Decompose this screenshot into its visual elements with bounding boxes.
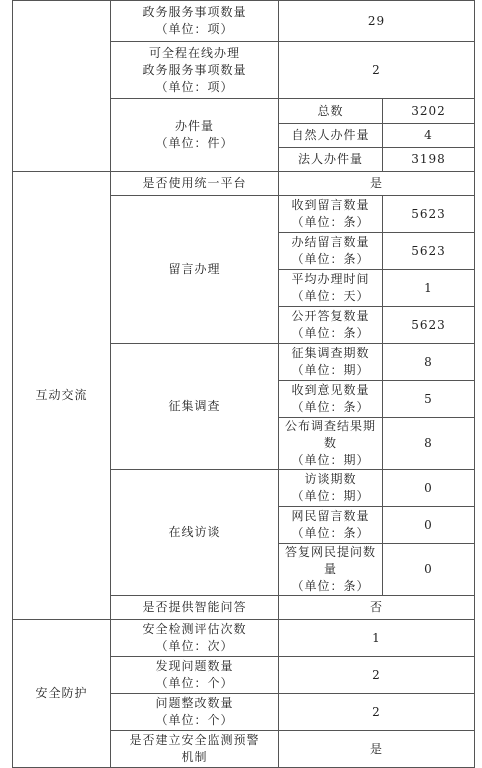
unit-text: （单位：期） [291,489,370,503]
service-count-value: 29 [279,1,475,42]
label-text: 办件量 [174,119,214,133]
table-row [13,1,475,42]
unit-text: （单位：项） [155,22,234,36]
message-public-label [279,307,383,344]
label-text: 答复网民提问数量 [284,545,376,576]
unit-text: （单位：条） [291,326,370,340]
unit-text: （单位：条） [291,526,370,540]
volume-legal-value: 3198 [383,148,475,172]
table-row [13,172,475,196]
label-text: 安全检测评估次数 [142,622,247,636]
platform-value: 是 [279,172,475,196]
section-interaction: 互动交流 [13,172,111,620]
label-text: 机制 [181,750,208,764]
message-avg-time-value: 1 [383,270,475,307]
label-text: 平均办理时间 [291,272,370,286]
report-table-container [12,0,474,768]
report-table [12,0,475,768]
section-cell-top [13,1,111,172]
security-found-value: 2 [279,657,475,694]
label-text: 公布调查结果期数 [284,419,376,450]
message-avg-time-label [279,270,383,307]
platform-label: 是否使用统一平台 [111,172,279,196]
unit-text: （单位：个） [155,676,234,690]
smart-qa-label: 是否提供智能问答 [111,596,279,620]
message-public-value: 5623 [383,307,475,344]
survey-label: 征集调查 [111,344,279,470]
unit-text: （单位：项） [155,79,234,94]
volume-total-value: 3202 [383,99,475,124]
unit-text: （单位：个） [155,713,234,727]
unit-text: （单位：条） [291,252,370,266]
security-eval-label [111,620,279,657]
label-text: 征集调查期数 [291,346,370,360]
unit-text: （单位：天） [291,289,370,303]
label-text: 公开答复数量 [291,309,370,323]
label-text: 问题整改数量 [155,696,234,710]
section-security: 安全防护 [13,620,111,768]
security-fixed-label [111,694,279,731]
label-text: 收到留言数量 [291,198,370,212]
volume-total-label: 总数 [279,99,383,124]
label-text: 发现问题数量 [155,659,234,673]
label-text: 政务服务事项数量 [142,5,247,19]
interview-answers-label [279,544,383,596]
unit-text: （单位：条） [291,579,370,593]
online-count-value: 2 [279,42,475,99]
interview-messages-label [279,507,383,544]
unit-text: （单位：期） [291,363,370,377]
message-label: 留言办理 [111,196,279,344]
message-done-label [279,233,383,270]
interview-answers-value: 0 [383,544,475,596]
security-found-label [111,657,279,694]
message-received-label [279,196,383,233]
label-text: 访谈期数 [304,472,357,486]
label-text: 是否建立安全监测预警 [129,733,260,747]
unit-text: （单位：条） [291,215,370,229]
online-count-label [111,42,279,99]
label-text: 办结留言数量 [291,235,370,249]
volume-natural-label: 自然人办件量 [279,124,383,148]
survey-results-value: 8 [383,418,475,470]
service-count-label [111,1,279,42]
unit-text: （单位：次） [155,639,234,653]
smart-qa-value: 否 [279,596,475,620]
security-warning-label [111,731,279,768]
unit-text: （单位：件） [155,136,234,150]
volume-legal-label: 法人办件量 [279,148,383,172]
label-text: 收到意见数量 [291,383,370,397]
label-text: 网民留言数量 [291,509,370,523]
survey-opinions-value: 5 [383,381,475,418]
interview-periods-value: 0 [383,470,475,507]
interview-messages-value: 0 [383,507,475,544]
interview-label: 在线访谈 [111,470,279,596]
label-text: 政务服务事项数量 [142,62,247,77]
interview-periods-label [279,470,383,507]
unit-text: （单位：期） [291,453,370,467]
security-warning-value: 是 [279,731,475,768]
message-received-value: 5623 [383,196,475,233]
security-fixed-value: 2 [279,694,475,731]
label-text: 可全程在线办理 [148,45,240,60]
survey-periods-value: 8 [383,344,475,381]
survey-opinions-label [279,381,383,418]
survey-results-label [279,418,383,470]
table-row [13,620,475,657]
volume-label [111,99,279,172]
survey-periods-label [279,344,383,381]
security-eval-value: 1 [279,620,475,657]
unit-text: （单位：条） [291,400,370,414]
message-done-value: 5623 [383,233,475,270]
volume-natural-value: 4 [383,124,475,148]
